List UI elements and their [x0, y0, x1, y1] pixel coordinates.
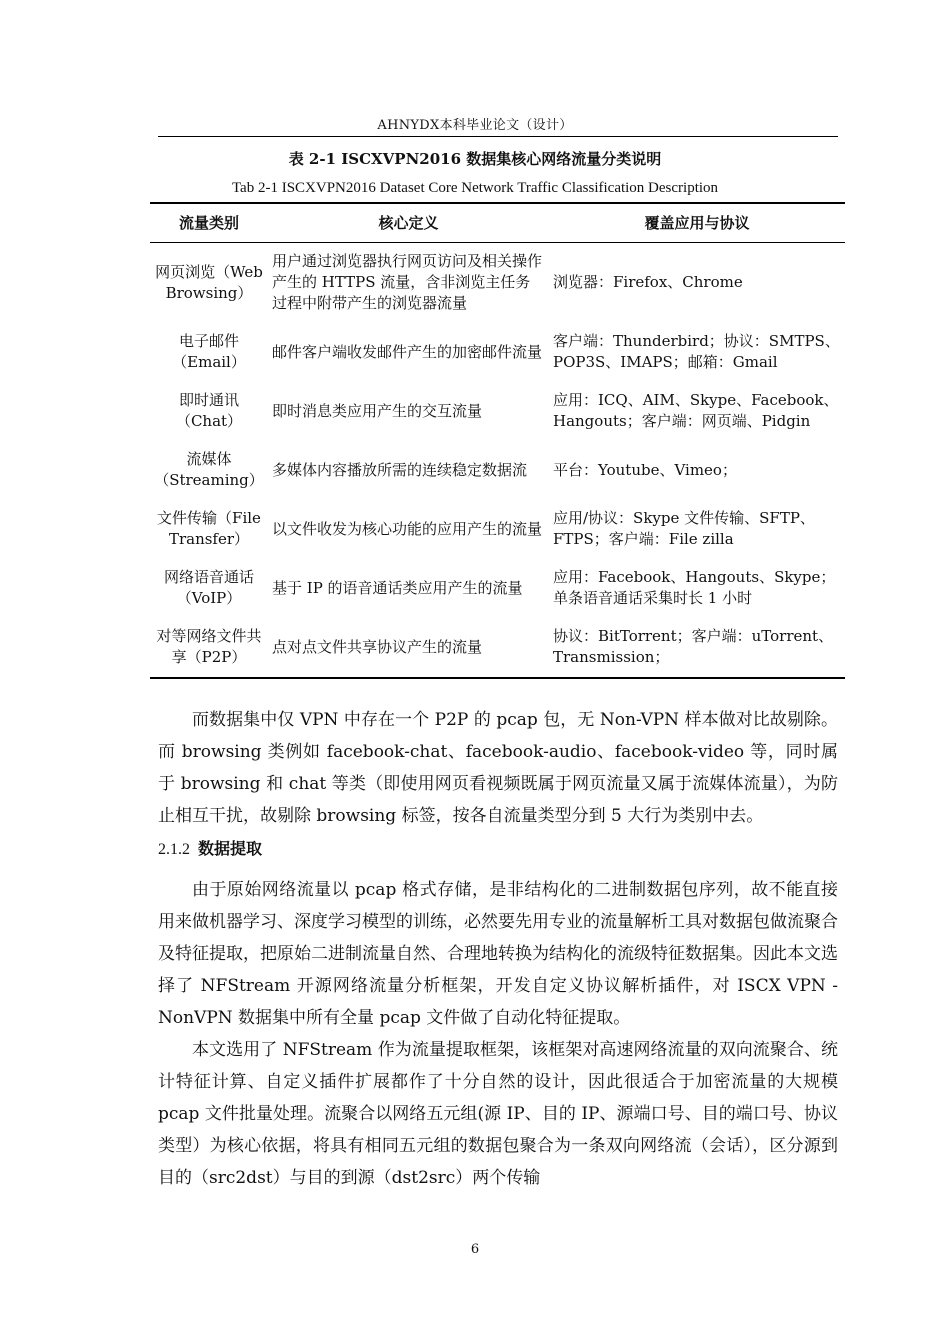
table-row [150, 441, 845, 500]
definition-cell: 点对点文件共享协议产生的流量 [272, 637, 483, 656]
category-cell: 流媒体（Streaming） [154, 450, 264, 489]
table-row [150, 559, 845, 618]
table-caption-english: Tab 2-1 ISCXVPN2016 Dataset Core Network Traffic Classification Description [231, 180, 719, 196]
column-header: 覆盖应用与协议 [644, 213, 750, 232]
header-rule [158, 136, 838, 137]
table-row [150, 382, 845, 441]
table-row [150, 500, 845, 559]
apps-cell: 应用：Facebook、Hangouts、Skype；单条语音通话采集时长 1 小时 [553, 568, 836, 607]
running-header: AHNYDX本科毕业论文（设计） [377, 118, 573, 133]
paragraph: 由于原始网络流量以 pcap 格式存储，是非结构化的二进制数据包序列，故不能直接用来做机器学习、深度学习模型的训练，必然要先用专业的流量解析工具对数据包做流聚合及特征提取，把原始二进制流量自然、合理地转换为结构化的流级特征数据集。因此本文选择了 NFStream 开源网络流量分析框架，开发自定义协议解析插件，对 ISCX VPN - NonVPN 数据集中所有全量 pcap 文件做了自动化特征提取。 [158, 880, 838, 1028]
definition-cell: 即时消息类应用产生的交互流量 [272, 401, 483, 420]
category-cell: 对等网络文件共享（P2P） [156, 627, 262, 666]
apps-cell: 平台：Youtube、Vimeo； [553, 460, 737, 479]
definition-cell: 用户通过浏览器执行网页访问及相关操作产生的 HTTPS 流量，含非浏览主任务过程中附带产生的浏览器流量 [272, 252, 543, 312]
page-number: 6 [470, 1242, 480, 1257]
apps-cell: 应用：ICQ、AIM、Skype、Facebook、Hangouts；客户端：网页端、Pidgin [553, 391, 839, 430]
definition-cell: 多媒体内容播放所需的连续稳定数据流 [272, 460, 528, 479]
paragraph: 而数据集中仅 VPN 中存在一个 P2P 的 pcap 包，无 Non-VPN 样本做对比故剔除。而 browsing 类例如 facebook-chat、facebook-audio、facebook-video 等，同时属于 browsing 和 chat 等类（即使用网页看视频既属于网页流量又属于流媒体流量），为防止相互干扰，故剔除 browsing 标签，按各自流量类型分到 5 大行为类别中去。 [158, 710, 838, 826]
definition-cell: 以文件收发为核心功能的应用产生的流量 [272, 519, 543, 538]
apps-cell: 应用/协议：Skype 文件传输、SFTP、FTPS；客户端：File zilla [553, 509, 815, 548]
table-row [150, 618, 845, 678]
category-cell: 文件传输（File Transfer） [157, 509, 261, 548]
traffic-classification-table [150, 202, 845, 679]
column-header: 流量类别 [178, 213, 239, 232]
definition-cell: 邮件客户端收发邮件产生的加密邮件流量 [272, 342, 543, 361]
definition-cell: 基于 IP 的语音通话类应用产生的流量 [272, 578, 523, 597]
table-row [150, 323, 845, 382]
section-number: 2.1.2 [158, 841, 190, 858]
column-header: 核心定义 [378, 213, 439, 232]
table-caption-chinese: 表 2-1 ISCXVPN2016 数据集核心网络流量分类说明 [288, 150, 662, 168]
category-cell: 网页浏览（Web Browsing） [155, 262, 263, 302]
section-heading [158, 836, 262, 859]
apps-cell: 客户端：Thunderbird；协议：SMTPS、POP3S、IMAPS；邮箱：Gmail [553, 332, 840, 371]
table-header-row [150, 203, 845, 243]
category-cell: 电子邮件（Email） [172, 332, 246, 371]
category-cell: 网络语音通话（VoIP） [163, 568, 254, 607]
section-title: 数据提取 [198, 839, 263, 858]
body-text-block-1 [158, 704, 838, 832]
apps-cell: 浏览器：Firefox、Chrome [553, 273, 743, 291]
apps-cell: 协议：BitTorrent；客户端：uTorrent、Transmission； [553, 627, 834, 666]
paragraph: 本文选用了 NFStream 作为流量提取框架，该框架对高速网络流量的双向流聚合、统计特征计算、自定义插件扩展都作了十分自然的设计，因此很适合于加密流量的大规模 pcap 文件批量处理。流聚合以网络五元组(源 IP、目的 IP、源端口号、目的端口号、协议类型）为核心依据，将具有相同五元组的数据包聚合为一条双向网络流（会话），区分源到目的（src2dst）与目的到源（dst2src）两个传输 [158, 1040, 838, 1188]
table-row [150, 243, 845, 324]
body-text-block-2 [158, 874, 838, 1194]
category-cell: 即时通讯（Chat） [175, 391, 243, 430]
